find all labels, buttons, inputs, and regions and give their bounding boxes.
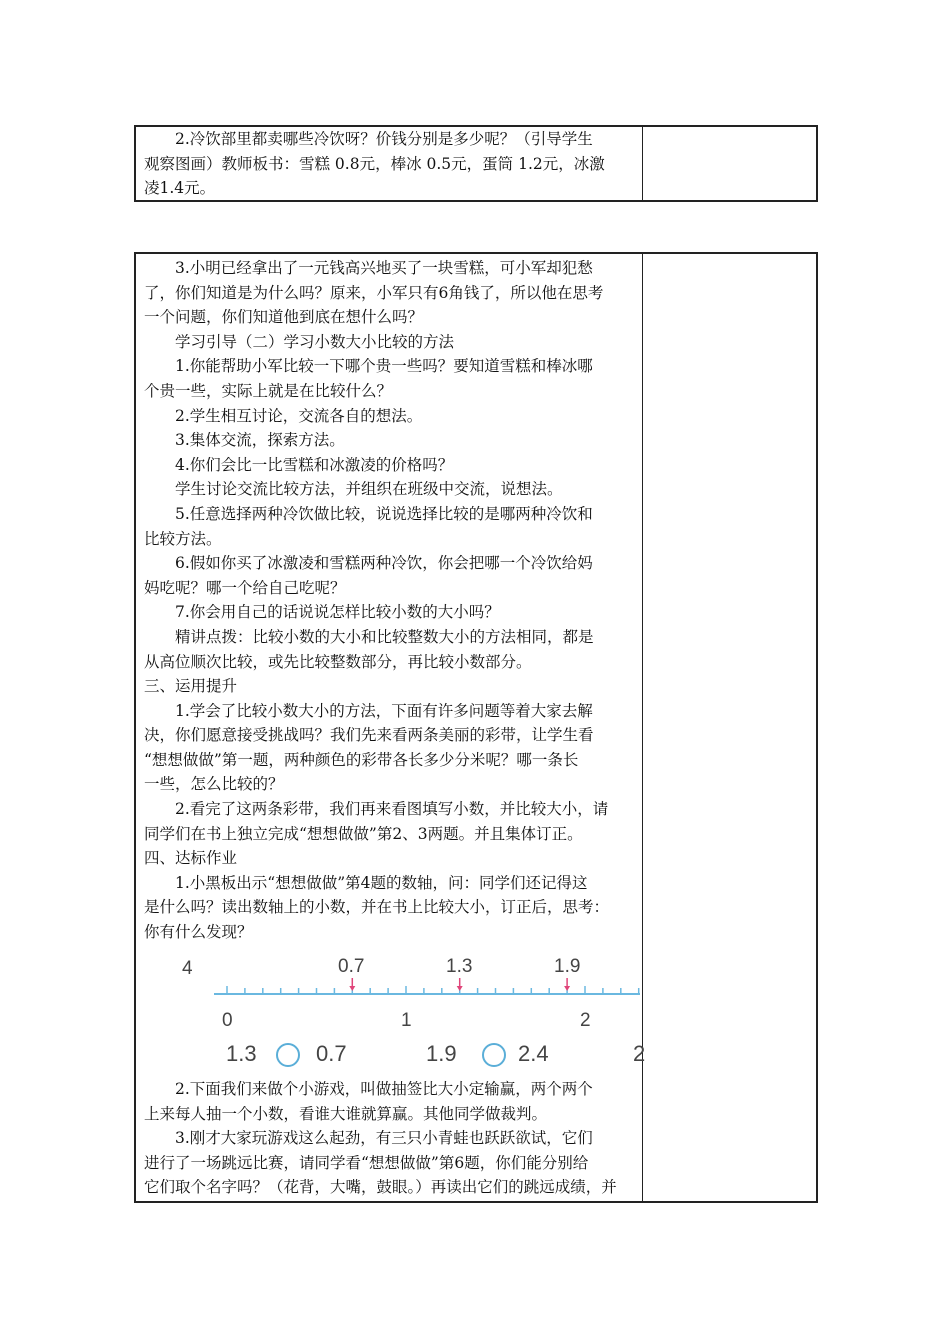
text-line: 了，你们知道是为什么吗？原来，小军只有6角钱了，所以他在思考	[144, 283, 604, 302]
text-line: 四、达标作业	[144, 849, 238, 868]
mark-label-0-7: 0.7	[338, 956, 365, 977]
text-line: 1.学会了比较小数大小的方法，下面有许多问题等着大家去解	[175, 701, 593, 720]
text-line: 从高位顺次比较，或先比较整数部分，再比较小数部分。	[144, 652, 532, 671]
lesson-table-1	[134, 125, 818, 202]
text-line: 进行了一场跳远比赛，请同学看“想想做做”第6题，你们能分别给	[144, 1153, 589, 1172]
text-line: 你有什么发现？	[144, 923, 253, 942]
text-line: 2.看完了这两条彩带，我们再来看图填写小数，并比较大小，请	[175, 800, 609, 819]
text-line: 1.小黑板出示“想想做做”第4题的数轴，问：同学们还记得这	[175, 873, 588, 892]
text-line: 2.下面我们来做个小游戏，叫做抽签比大小定输赢，两个两个	[175, 1080, 593, 1098]
compare2-left: 1.9	[426, 1041, 457, 1066]
text-line: 2.冷饮部里都卖哪些冷饮呀？价钱分别是多少呢？（引导学生	[175, 130, 593, 148]
compare3-partial: 2	[633, 1041, 646, 1066]
text-line: 上来每人抽一个小数，看谁大谁就算赢。其他同学做裁判。	[144, 1104, 548, 1123]
text-line: 决，你们愿意接受挑战吗？我们先来看两条美丽的彩带，让学生看	[144, 726, 594, 745]
mark-arrow-head	[457, 986, 463, 991]
mark-label-1-9: 1.9	[554, 956, 581, 977]
text-line: 6.假如你买了冰激凌和雪糕两种冷饮，你会把哪一个冷饮给妈	[175, 554, 593, 573]
column-divider	[642, 127, 643, 200]
tick-label-0: 0	[222, 1010, 233, 1031]
text-line: 4.你们会比一比雪糕和冰激凌的价格吗？	[175, 455, 454, 474]
text-line: 一些，怎么比较的？	[144, 775, 284, 794]
compare1-right: 0.7	[316, 1041, 347, 1066]
text-line: 是什么吗？读出数轴上的小数，并在书上比较大小，订正后，思考：	[144, 898, 610, 917]
text-line: 精讲点拨：比较小数的大小和比较整数大小的方法相同，都是	[175, 627, 594, 646]
number-line-figure	[136, 950, 646, 1070]
compare1-circle	[276, 1043, 300, 1067]
text-line: 3.集体交流，探索方法。	[175, 431, 345, 450]
text-line: 观察图画）教师板书：雪糕 0.8元，棒冰 0.5元，蛋筒 1.2元，冰激	[144, 154, 605, 173]
tick-label-1: 1	[401, 1010, 412, 1031]
compare2-right: 2.4	[518, 1041, 549, 1066]
text-line: 7.你会用自己的话说说怎样比较小数的大小吗？	[175, 603, 500, 622]
text-line: 学生讨论交流比较方法，并组织在班级中交流，说想法。	[175, 480, 563, 499]
text-line: 1.你能帮助小军比较一下哪个贵一些吗？要知道雪糕和棒冰哪	[175, 357, 593, 376]
table2-content-top	[144, 256, 642, 945]
tick-label-2: 2	[580, 1010, 591, 1031]
text-line: 同学们在书上独立完成“想想做做”第2、3两题。并且集体订正。	[144, 824, 583, 843]
table2-content-bottom	[144, 1077, 642, 1200]
text-line: 3.刚才大家玩游戏这么起劲，有三只小青蛙也跃跃欲试，它们	[175, 1129, 593, 1148]
table1-content	[144, 127, 642, 201]
text-line: 三、运用提升	[144, 677, 238, 696]
text-line: 个贵一些，实际上就是在比较什么？	[144, 381, 393, 400]
text-line: 3.小明已经拿出了一元钱高兴地买了一块雪糕，可小军却犯愁	[175, 259, 593, 277]
mark-arrow-head	[349, 986, 355, 991]
compare1-left: 1.3	[226, 1041, 257, 1066]
text-line: “想想做做”第一题，两种颜色的彩带各长多少分米呢？哪一条长	[144, 750, 579, 769]
text-line: 它们取个名字吗？（花背，大嘴，鼓眼。）再读出它们的跳远成绩，并	[144, 1178, 617, 1197]
problem-number: 4	[182, 958, 193, 979]
text-line: 5.任意选择两种冷饮做比较，说说选择比较的是哪两种冷饮和	[175, 504, 593, 523]
text-line: 妈吃呢？哪一个给自己吃呢？	[144, 578, 346, 597]
text-line: 比较方法。	[144, 529, 222, 548]
mark-arrow-head	[564, 986, 570, 991]
mark-label-1-3: 1.3	[446, 956, 473, 977]
text-line: 2.学生相互讨论，交流各自的想法。	[175, 406, 423, 425]
text-line: 凌1.4元。	[144, 179, 216, 198]
text-line: 一个问题，你们知道他到底在想什么吗？	[144, 308, 424, 327]
compare2-circle	[482, 1043, 506, 1067]
text-line: 学习引导（二）学习小数大小比较的方法	[175, 332, 455, 351]
